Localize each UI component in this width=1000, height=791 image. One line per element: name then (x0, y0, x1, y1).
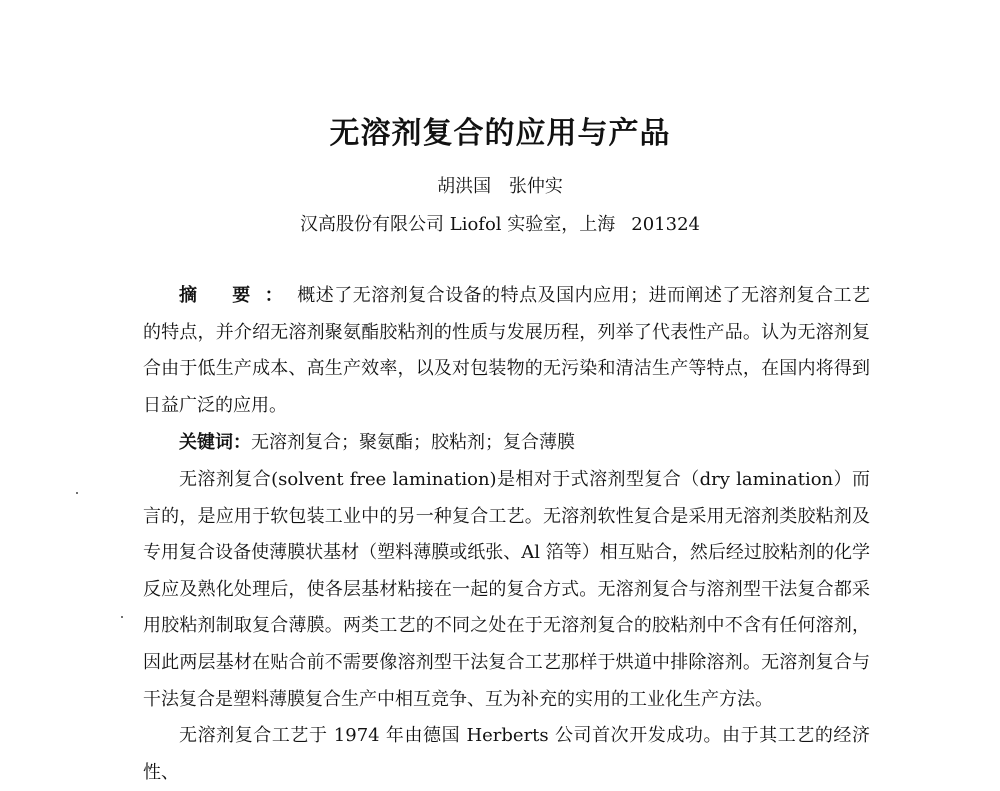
keywords-label: 关键词： (179, 432, 251, 453)
body-paragraph-1: 无溶剂复合(solvent free lamination)是相对于式溶剂型复合（dry lamination）而言的，是应用于软包装工业中的另一种复合工艺。无溶剂软性复合是采用无溶剂类胶粘剂及专用复合设备使薄膜状基材（塑料薄膜或纸张、Al 箔等）相互贴合，然后经过胶粘剂的化学反应及熟化处理后，使各层基材粘接在一起的复合方式。无溶剂复合与溶剂型干法复合都采用胶粘剂制取复合薄膜。两类工艺的不同之处在于无溶剂复合的胶粘剂中不含有任何溶剂，因此两层基材在贴合前不需要像溶剂型干法复合工艺那样于烘道中排除溶剂。无溶剂复合与干法复合是塑料薄膜复合生产中相互竞争、互为补充的实用的工业化生产方法。 (143, 469, 870, 710)
paper-title: 无溶剂复合的应用与产品 (329, 116, 671, 151)
body-paragraph-2: 无溶剂复合工艺于 1974 年由德国 Herberts 公司首次开发成功。由于其工艺的经济性、 (143, 725, 870, 783)
scan-speck (76, 492, 78, 494)
scan-speck (121, 616, 123, 618)
affiliation-text: 汉高股份有限公司 Liofol 实验室，上海 (300, 214, 616, 235)
abstract-text: 概述了无溶剂复合设备的特点及国内应用；进而阐述了无溶剂复合工艺的特点，并介绍无溶剂聚氨酯胶粘剂的性质与发展历程，列举了代表性产品。认为无溶剂复合由于低生产成本、高生产效率，以及对包装物的无污染和清洁生产等特点，在国内将得到日益广泛的应用。 (143, 285, 870, 416)
keywords-paragraph (143, 425, 870, 462)
abstract-paragraph (143, 278, 870, 424)
affiliation-postcode: 201324 (631, 214, 700, 235)
paper-authors: 胡洪国 张仲实 (437, 176, 563, 197)
abstract-label: 摘 要： (179, 285, 298, 306)
keywords-text: 无溶剂复合；聚氨酯；胶粘剂；复合薄膜 (251, 432, 575, 453)
paper-affiliation (0, 210, 1000, 236)
